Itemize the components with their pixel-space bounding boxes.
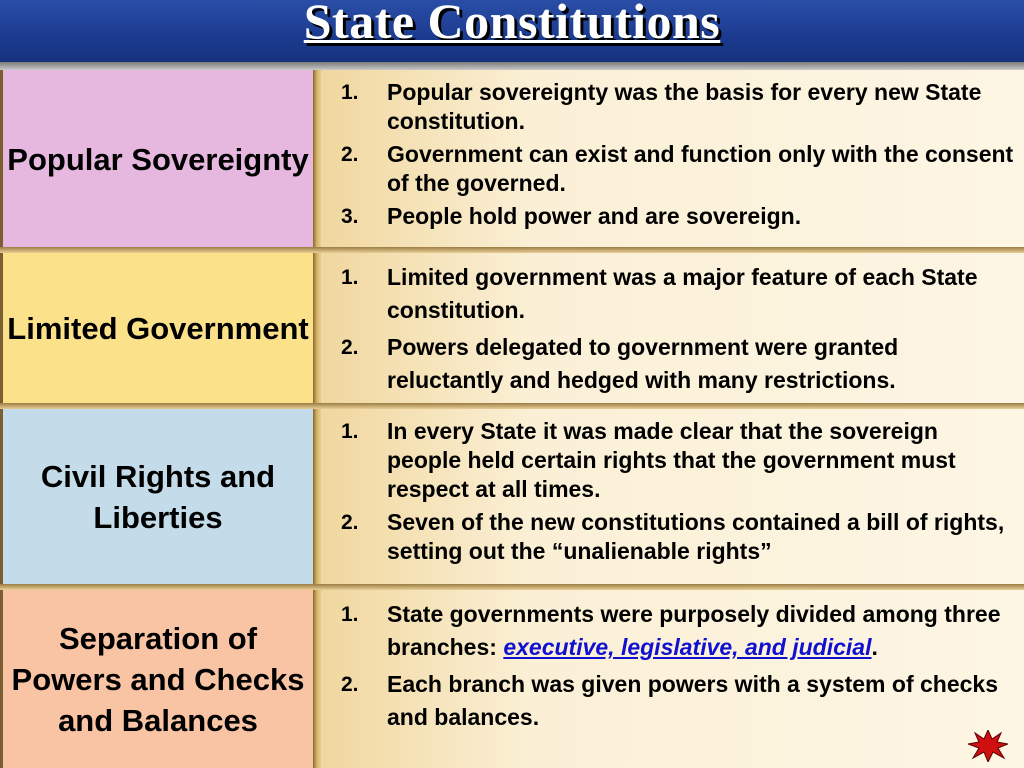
- column-divider: [313, 70, 323, 248]
- row-label: Limited Government: [3, 253, 313, 403]
- list-item: 2. Powers delegated to government were granted reluctantly and hedged with many restrictions.: [341, 334, 899, 393]
- point-list: [341, 261, 1016, 401]
- row-content: [323, 590, 1024, 768]
- row-civil-rights: [0, 409, 1024, 585]
- row-content: [323, 70, 1024, 248]
- list-item: 1. In every State it was made clear that the sovereign people held certain rights that the government must respect at all times.: [341, 418, 956, 502]
- branches-link[interactable]: executive, legislative, and judicial: [503, 634, 872, 660]
- list-item: 2. Seven of the new constitutions contained a bill of rights, setting out the “unalienable rights”: [341, 509, 1005, 564]
- row-content: [323, 253, 1024, 403]
- starburst-icon[interactable]: [968, 730, 1008, 762]
- list-item: 1. Popular sovereignty was the basis for every new State constitution.: [341, 79, 982, 134]
- title-bar-edge: [0, 62, 1024, 70]
- list-item: 3. People hold power and are sovereign.: [341, 203, 802, 229]
- column-divider: [313, 253, 323, 403]
- row-label: Popular Sovereignty: [3, 70, 313, 248]
- row-limited-government: [0, 253, 1024, 403]
- list-item: 1. State governments were purposely divided among three branches: executive, legislative, and judicial.: [341, 601, 1001, 660]
- slide-title: State Constitutions: [303, 0, 721, 49]
- point-list: [341, 78, 1016, 235]
- title-bar: [0, 0, 1024, 62]
- list-item: 2. Government can exist and function only with the consent of the governed.: [341, 141, 1014, 196]
- point-list: [341, 417, 1016, 570]
- row-popular-sovereignty: [0, 70, 1024, 248]
- list-item: 1. Limited government was a major feature of each State constitution.: [341, 264, 978, 323]
- list-item: 2. Each branch was given powers with a system of checks and balances.: [341, 671, 999, 730]
- row-label: Separation of Powers and Checks and Balances: [3, 590, 313, 768]
- column-divider: [313, 590, 323, 768]
- row-separation-of-powers: [0, 590, 1024, 768]
- row-label: Civil Rights and Liberties: [3, 409, 313, 585]
- point-list: [341, 598, 1016, 738]
- column-divider: [313, 409, 323, 585]
- row-content: [323, 409, 1024, 585]
